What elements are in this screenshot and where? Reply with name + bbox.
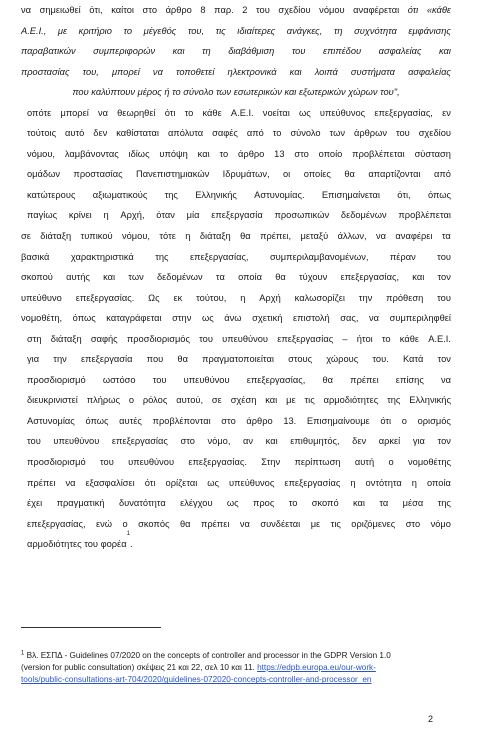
body-text xyxy=(21,0,451,555)
body-line: πρέπει να εξασφαλίσει ότι ορίζεται ως υπεύθυνος επεξεργασίας η οντότητα η οποία xyxy=(27,477,451,488)
body-line: για την επεξεργασία που θα πραγματοποιείται στους χώρους του. Κατά τον xyxy=(27,354,451,365)
footnote-marker: 1 xyxy=(21,650,25,657)
body-line: οπότε μπορεί να θεωρηθεί ότι το κάθε Α.Ε.Ι. νοείται ως υπεύθυνος επεξεργασίας, εν xyxy=(27,107,451,118)
body-line: έχει πραγματική δυνατότητα ελέγχου ως προς το σκοπό και τα μέσα της xyxy=(27,498,451,509)
body-line: προστασίας του, μπορεί να τοποθετεί ηλεκτρονικά και λοιπά συστήματα ασφαλείας xyxy=(21,66,451,77)
page-number: 2 xyxy=(428,714,434,724)
body-line: Αστυνομίας όπως αυτές προβλέπονται στο άρθρο 13. Επισημαίνουμε ότι ο ορισμός xyxy=(27,415,451,426)
footnote-text: Βλ. ΕΣΠΔ - Guidelines 07/2020 on the concepts of controller and processor in the GDPR Version 1.0 xyxy=(24,651,391,660)
footnote-line-3 xyxy=(21,674,461,686)
body-line: προσδιορισμό ωστόσο του υπευθύνου επεξεργασίας, θα πρέπει επίσης να xyxy=(27,374,451,385)
body-line: τούτοις αυτό δεν καθίσταται απόλυτα σαφές από το σύνολο των άρθρων του σχεδίου xyxy=(27,128,451,139)
body-line: να σημειωθεί ότι, καίτοι στο άρθρο 8 παρ. 2 του σχεδίου νόμου αναφέρεται ότι «κάθε xyxy=(21,5,451,15)
body-line: παραβατικών συμπεριφορών και τη διαβάθμιση του επιπέδου ασφαλείας και xyxy=(21,46,451,57)
body-line: προσδιορισμό του υπευθύνου επεξεργασίας. Στην περίπτωση αυτή ο νομοθέτης xyxy=(27,457,451,468)
footnote-reference: 1 xyxy=(126,531,130,538)
body-line: ομάδων προστασίας Πανεπιστημιακών Ιδρυμάτων, οι οποίες θα απαρτίζονται από xyxy=(27,169,451,180)
body-line: αρμοδιότητες του φορέα 1 . xyxy=(21,534,451,555)
body-line: νόμου, λαμβάνοντας ιδίως υπόψη και το άρθρο 13 στο οποίο προβλέπεται σύσταση xyxy=(27,148,451,159)
body-line: υπεύθυνο επεξεργασίας. Ως εκ τούτου, η Αρχή καλωσορίζει την πρόθεση του xyxy=(21,292,451,303)
footnote-separator xyxy=(21,627,161,628)
footnote xyxy=(21,650,461,687)
body-line: παγίως κρίνει η Αρχή, όταν μία επεξεργασία προσωπικών δεδομένων προβλέπεται xyxy=(27,210,451,221)
footnote-line-1 xyxy=(21,650,461,662)
body-line: του υπευθύνου επεξεργασίας στο νόμο, αν και επιθυμητός, δεν αρκεί για τον xyxy=(27,436,451,447)
footnote-line-2 xyxy=(21,662,461,674)
body-line: σκοπού αυτής και των δεδομένων τα οποία θα τύχουν επεξεργασίας, και τον xyxy=(21,272,451,283)
body-line: Α.Ε.Ι., με κριτήριο το μέγεθός του, τις ιδιαίτερες ανάγκες, τη συχνότητα εμφάνισης xyxy=(21,25,451,36)
footnote-text-2: (version for public consultation) σκέψεις 21 και 22, σελ 10 και 11. xyxy=(21,663,258,673)
body-line: νομοθέτη, όπως καταγράφεται στην ως άνω σχετική επιστολή σας, να συμπεριληφθεί xyxy=(21,313,451,324)
body-line: διευκρινιστεί πλήρως ο ρόλος αυτού, σε σχέση και με τις αρμοδιότητες της Ελληνικής xyxy=(27,395,451,406)
body-line: στη διάταξη σαφής προσδιορισμός του υπευθύνου επεξεργασίας – ήτοι το κάθε Α.Ε.Ι. xyxy=(27,333,451,344)
footnote-link-continued[interactable]: tools/public-consultations-art-704/2020/guidelines-072020-concepts-controller-and-processor_en xyxy=(21,675,372,685)
body-line: που καλύπτουν μέρος ή το σύνολο των εσωτερικών και εξωτερικών χώρων του", xyxy=(72,87,400,98)
footnote-link[interactable]: https://edpb.europa.eu/our-work- xyxy=(257,663,376,673)
body-line: σε διάταξη τυπικού νόμου, τότε η διάταξη θα πρέπει, μεταξύ άλλων, να αναφέρει τα xyxy=(21,231,451,242)
body-line: επεξεργασίας, ενώ ο σκοπός θα πρέπει να συνδέεται με τις οριζόμενες στο νόμο xyxy=(27,518,451,529)
body-line: βασικά χαρακτηριστικά της επεξεργασίας, συμπεριλαμβανομένων, πέραν του xyxy=(21,251,451,262)
body-line: κατώτερους αξιωματικούς της Ελληνικής Αστυνομίας. Επισημαίνεται ότι, όπως xyxy=(27,189,451,200)
